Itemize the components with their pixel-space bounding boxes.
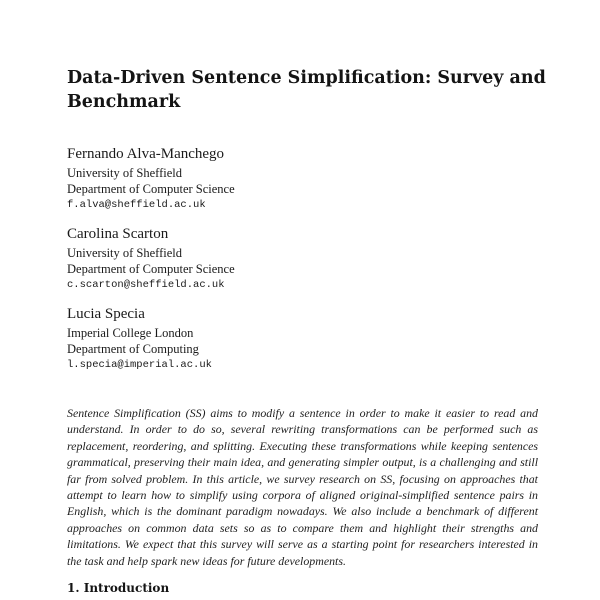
author-block — [67, 226, 367, 293]
author-affiliation: Imperial College London — [67, 326, 194, 340]
author-email: c.scarton@sheffield.ac.uk — [67, 279, 225, 291]
section-heading: 1. Introduction — [67, 581, 170, 595]
author-email: l.specia@imperial.ac.uk — [67, 359, 212, 371]
author-department: Department of Computing — [67, 342, 199, 356]
author-affiliation: University of Sheffield — [67, 166, 183, 180]
author-affiliation: University of Sheffield — [67, 246, 183, 260]
author-name: Fernando Alva-Manchego — [67, 146, 225, 162]
author-name: Lucia Specia — [67, 306, 145, 322]
author-department: Department of Computer Science — [67, 182, 235, 196]
author-name: Carolina Scarton — [67, 226, 169, 242]
author-block — [67, 306, 367, 373]
abstract-text: Sentence Simplification (SS) aims to modify a sentence in order to make it easier to read and understand. In order to do so, several rewriting transformations can be performed such as replacement, reordering, and splitting. Executing these transformations while keeping sentences grammatical, preserving their main idea, and generating simpler output, is a challenging and still far from solved problem. In this article, we survey research on SS, focusing on approaches that attempt to learn how to simplify using corpora of aligned original-simplified sentence pairs in English, which is the dominant paradigm nowadays. We also include a benchmark of different approaches on common data sets so as to compare them and highlight their strengths and limitations. We expect that this survey will serve as a starting point for researchers interested in the task and help spark new ideas for future developments. — [67, 406, 538, 568]
author-department: Department of Computer Science — [67, 262, 235, 276]
paper-title: Data-Driven Sentence Simplification: Survey and Benchmark — [67, 68, 546, 112]
author-email: f.alva@sheffield.ac.uk — [67, 199, 206, 211]
author-block — [67, 146, 367, 213]
